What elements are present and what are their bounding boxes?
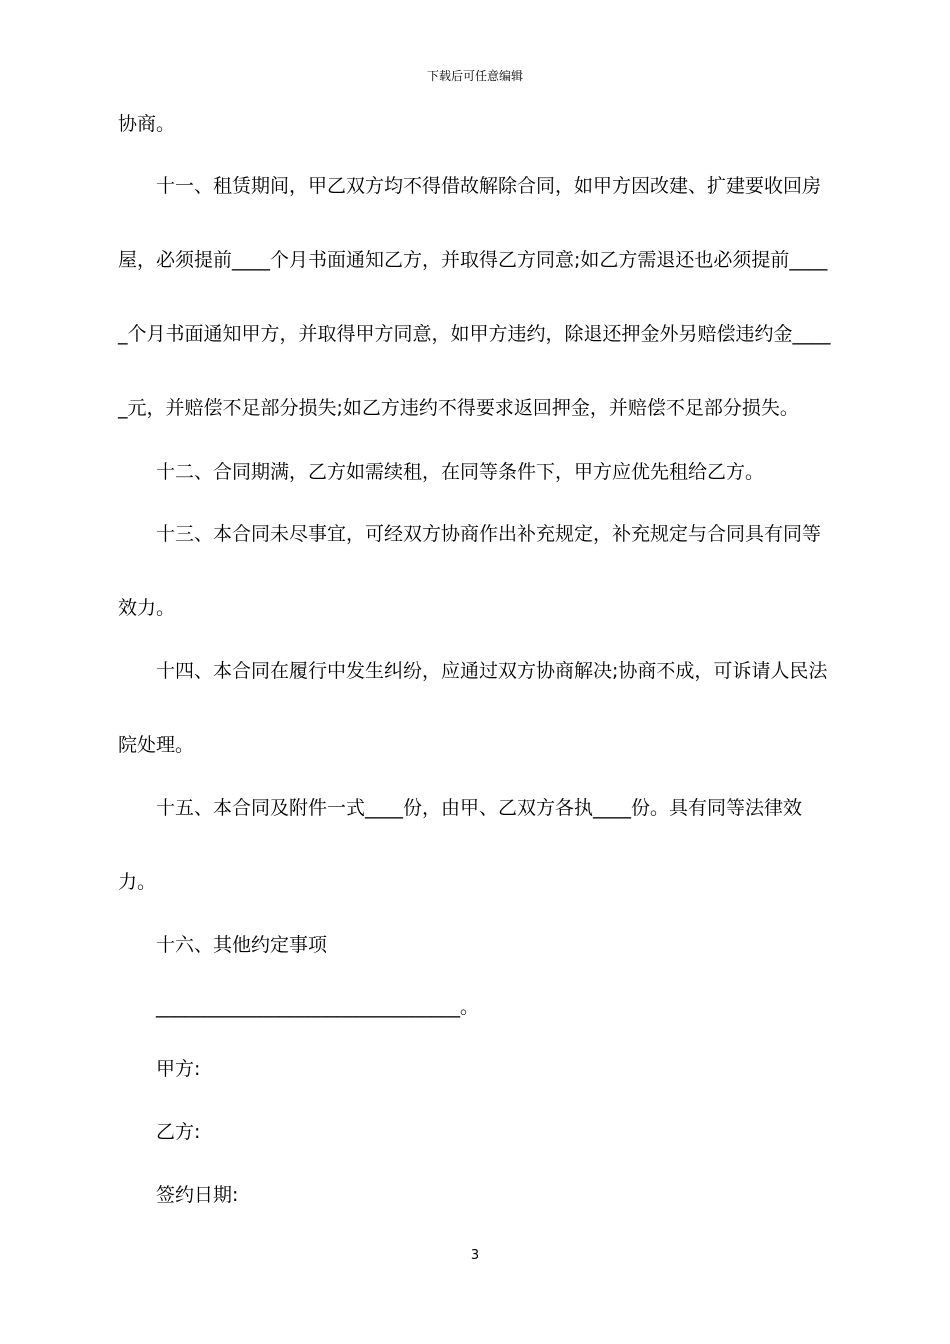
clause-11-line-3: _个月书面通知甲方，并取得甲方同意，如甲方违约，除退还押金外另赔偿违约金____: [118, 323, 831, 345]
clause-11-line-2: 屋，必须提前____个月书面通知乙方，并取得乙方同意;如乙方需退还也必须提前____: [118, 249, 828, 271]
clause-16-blank-line: ________________________________。: [156, 996, 480, 1018]
signing-date-label: 签约日期:: [156, 1184, 239, 1206]
page-header: 下载后可任意编辑: [426, 69, 523, 83]
party-a-signature-label: 甲方:: [156, 1058, 201, 1080]
clause-11-line-4: _元，并赔偿不足部分损失;如乙方违约不得要求返回押金，并赔偿不足部分损失。: [118, 397, 799, 419]
text-line: 协商。: [118, 113, 176, 135]
clause-13-line-1: 十三、本合同未尽事宜，可经双方协商作出补充规定，补充规定与合同具有同等: [156, 523, 822, 545]
party-b-signature-label: 乙方:: [156, 1121, 201, 1143]
clause-14-line-2: 院处理。: [118, 734, 195, 756]
clause-12-line-1: 十二、合同期满，乙方如需续租，在同等条件下，甲方应优先租给乙方。: [156, 461, 765, 483]
clause-15-line-1: 十五、本合同及附件一式____份，由甲、乙双方各执____份。具有同等法律效: [156, 797, 803, 819]
clause-16-heading: 十六、其他约定事项: [156, 934, 328, 956]
clause-15-line-2: 力。: [118, 871, 157, 893]
clause-13-line-2: 效力。: [118, 597, 176, 619]
page-number: 3: [470, 1248, 480, 1263]
clause-11-line-1: 十一、租赁期间，甲乙双方均不得借故解除合同，如甲方因改建、扩建要收回房: [156, 175, 822, 197]
clause-14-line-1: 十四、本合同在履行中发生纠纷，应通过双方协商解决;协商不成，可诉请人民法: [156, 660, 828, 682]
